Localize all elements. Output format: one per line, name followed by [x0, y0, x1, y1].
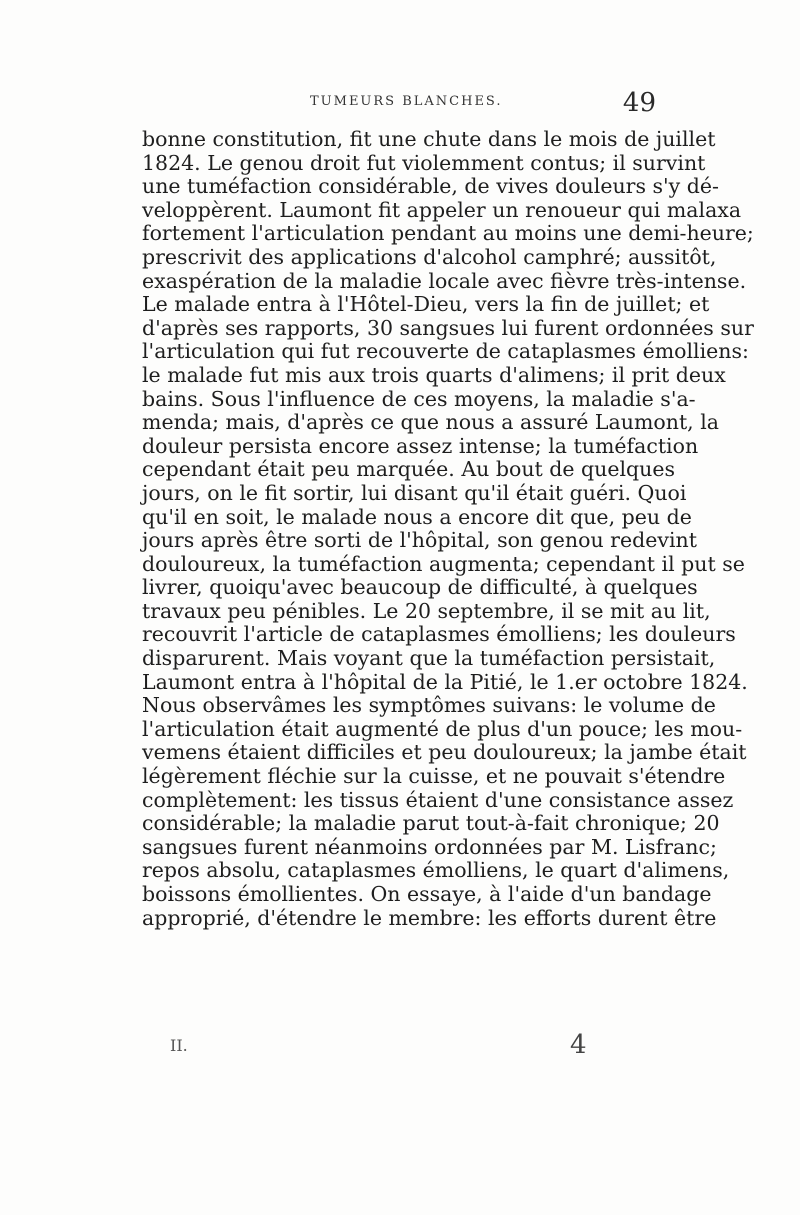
- folio-mark: 4: [570, 1030, 587, 1060]
- text-line: une tuméfaction considérable, de vives douleurs s'y dé-: [142, 174, 719, 199]
- text-line: veloppèrent. Laumont fit appeler un renoueur qui malaxa: [142, 197, 742, 222]
- text-line: travaux peu pénibles. Le 20 septembre, il se mit au lit,: [142, 598, 711, 623]
- text-line: disparurent. Mais voyant que la tuméfaction persistait,: [142, 646, 716, 671]
- text-line: légèrement fléchie sur la cuisse, et ne pouvait s'étendre: [142, 764, 726, 789]
- text-line: l'articulation était augmenté de plus d'un pouce; les mou-: [142, 716, 743, 741]
- text-line: 1824. Le genou droit fut violemment contus; il survint: [142, 150, 706, 175]
- text-line: prescrivit des applications d'alcohol camphré; aussitôt,: [142, 244, 717, 269]
- text-line: Le malade entra à l'Hôtel-Dieu, vers la fin de juillet; et: [142, 292, 710, 317]
- text-line: recouvrit l'article de cataplasmes émolliens; les douleurs: [142, 622, 736, 647]
- text-line: jours, on le fit sortir, lui disant qu'il était guéri. Quoi: [142, 480, 687, 505]
- text-line: boissons émollientes. On essaye, à l'aide d'un bandage: [142, 882, 712, 906]
- text-line: d'après ses rapports, 30 sangsues lui furent ordonnées sur: [142, 315, 754, 340]
- text-line: sangsues furent néanmoins ordonnées par M. Lisfranc;: [142, 834, 717, 859]
- body-text: [142, 127, 754, 930]
- page-footer: [140, 1030, 660, 1070]
- text-line: cependant était peu marquée. Au bout de quelques: [142, 457, 676, 482]
- text-line: vemens étaient difficiles et peu douloureux; la jambe était: [142, 740, 747, 765]
- text-line: complètement: les tissus étaient d'une consistance assez: [142, 787, 734, 812]
- signature-mark: II.: [170, 1036, 188, 1055]
- text-line: livrer, quoiqu'avec beaucoup de difficulté, à quelques: [142, 575, 698, 600]
- text-line: le malade fut mis aux trois quarts d'alimens; il prit deux: [142, 362, 726, 387]
- text-line: repos absolu, cataplasmes émolliens, le quart d'alimens,: [142, 858, 730, 883]
- text-line: douleur persista encore assez intense; la tuméfaction: [142, 433, 699, 458]
- text-line: bonne constitution, fit une chute dans le mois de juillet: [142, 127, 716, 151]
- running-head: TUMEURS BLANCHES.: [310, 94, 503, 109]
- text-line: bains. Sous l'influence de ces moyens, la maladie s'a-: [142, 386, 696, 411]
- text-line: jours après être sorti de l'hôpital, son genou redevint: [142, 528, 697, 553]
- text-line: l'articulation qui fut recouverte de cataplasmes émolliens:: [142, 339, 749, 364]
- text-line: approprié, d'étendre le membre: les efforts durent être: [142, 905, 717, 930]
- text-line: Laumont entra à l'hôpital de la Pitié, le 1.er octobre 1824.: [142, 669, 748, 694]
- page-number: 49: [622, 88, 656, 118]
- text-line: douloureux, la tuméfaction augmenta; cependant il put se: [142, 551, 745, 576]
- text-line: exaspération de la maladie locale avec fièvre très-intense.: [142, 268, 747, 293]
- text-line: menda; mais, d'après ce que nous a assuré Laumont, la: [142, 410, 719, 435]
- text-line: fortement l'articulation pendant au moins une demi-heure;: [142, 221, 754, 246]
- text-line: qu'il en soit, le malade nous a encore dit que, peu de: [142, 504, 692, 529]
- text-line: considérable; la maladie parut tout-à-fait chronique; 20: [142, 811, 720, 836]
- page-header: [140, 88, 660, 124]
- text-line: Nous observâmes les symptômes suivans: le volume de: [142, 693, 716, 718]
